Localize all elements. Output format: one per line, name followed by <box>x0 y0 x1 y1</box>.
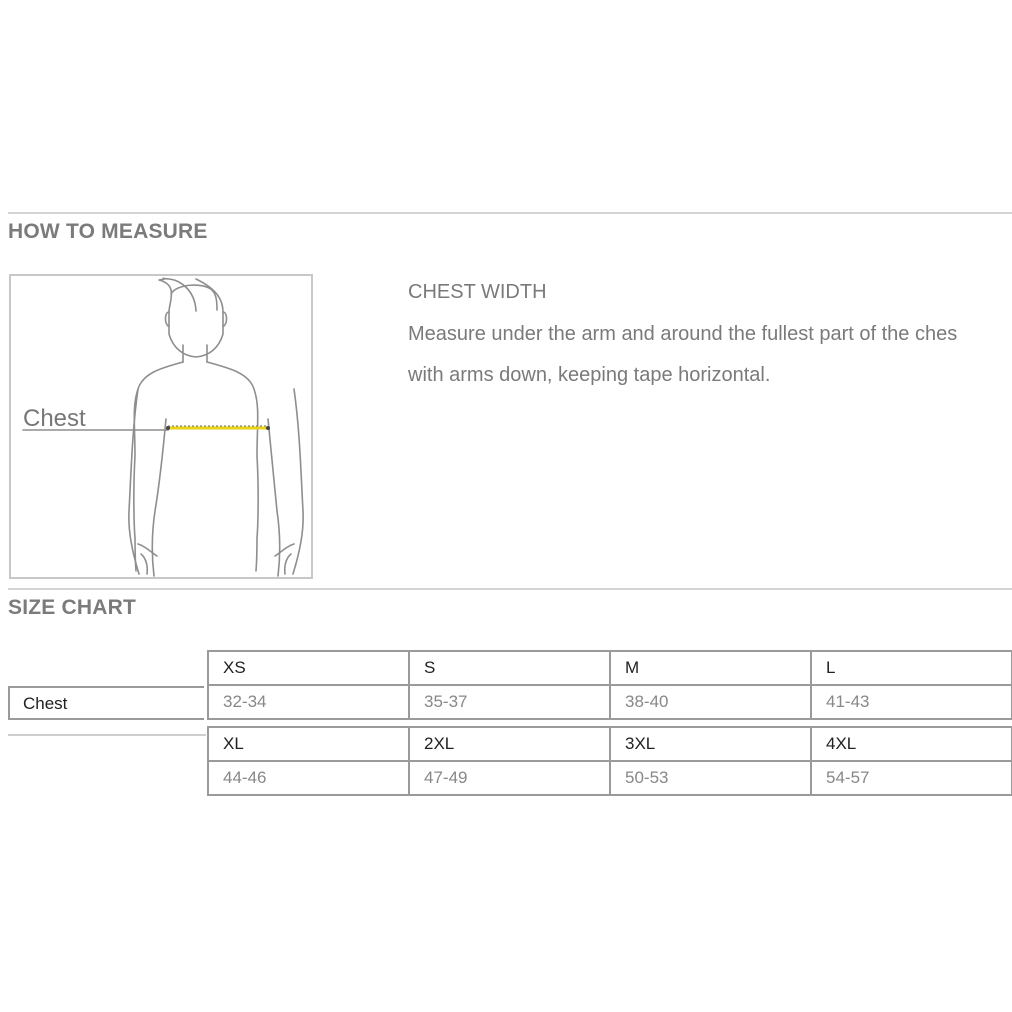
size-l: L <box>811 651 1012 685</box>
instruction-title: CHEST WIDTH <box>408 281 547 303</box>
size-2xl: 2XL <box>409 727 610 761</box>
how-to-measure-heading: HOW TO MEASURE <box>8 220 208 243</box>
size-header-row <box>208 727 1012 761</box>
instruction-line-2: with arms down, keeping tape horizontal. <box>408 364 771 386</box>
instruction-text <box>408 314 1012 396</box>
torso-right <box>207 362 258 571</box>
middle-divider <box>8 588 1012 590</box>
size-xs: XS <box>208 651 409 685</box>
chest-2xl-value: 47-49 <box>409 761 610 795</box>
neck-outline <box>183 345 207 362</box>
figure-chest-label: Chest <box>23 405 86 432</box>
size-table-2 <box>207 726 1012 796</box>
chest-value-row <box>208 685 1012 719</box>
row-label-divider <box>8 734 206 736</box>
right-arm-outer <box>293 389 303 574</box>
ears-outline <box>165 312 226 326</box>
right-hand <box>275 544 294 574</box>
top-divider <box>8 212 1012 214</box>
size-xl: XL <box>208 727 409 761</box>
size-4xl: 4XL <box>811 727 1012 761</box>
chest-xl-value: 44-46 <box>208 761 409 795</box>
size-3xl: 3XL <box>610 727 811 761</box>
tape-start-dot <box>166 426 170 430</box>
chest-l-value: 41-43 <box>811 685 1012 719</box>
head-outline <box>159 278 223 357</box>
size-chart-heading: SIZE CHART <box>8 596 136 619</box>
instruction-line-1: Measure under the arm and around the fullest part of the ches <box>408 323 958 345</box>
chest-row-label: Chest <box>8 686 204 720</box>
tape-end-dot <box>266 426 270 430</box>
torso-left <box>134 362 183 571</box>
size-m: M <box>610 651 811 685</box>
left-hand <box>138 544 157 574</box>
chest-m-value: 38-40 <box>610 685 811 719</box>
size-table-1 <box>207 650 1012 720</box>
body-outline-illustration <box>11 276 311 577</box>
chest-measure-figure <box>9 274 313 579</box>
size-s: S <box>409 651 610 685</box>
left-arm-inner <box>152 419 166 576</box>
size-header-row <box>208 651 1012 685</box>
right-arm-inner <box>268 419 280 576</box>
hair-outline <box>171 285 217 310</box>
chest-4xl-value: 54-57 <box>811 761 1012 795</box>
chest-3xl-value: 50-53 <box>610 761 811 795</box>
chest-s-value: 35-37 <box>409 685 610 719</box>
chest-value-row <box>208 761 1012 795</box>
chest-xs-value: 32-34 <box>208 685 409 719</box>
